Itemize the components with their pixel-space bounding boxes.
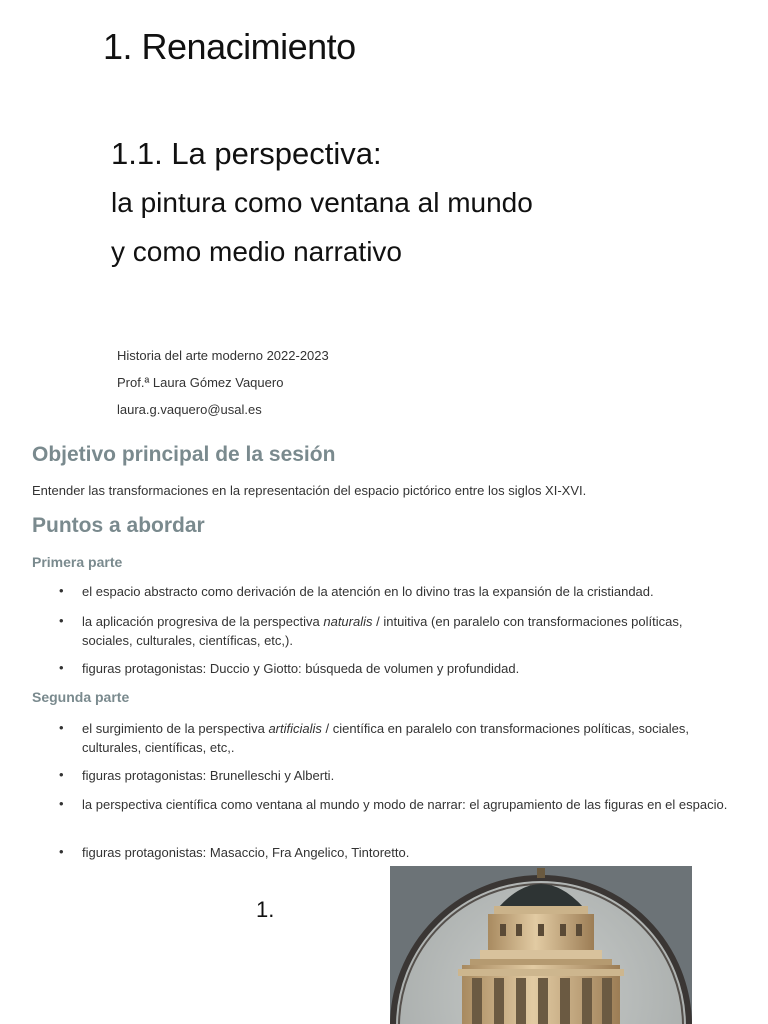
professor-email: laura.g.vaquero@usal.es: [117, 402, 262, 417]
list-item: figuras protagonistas: Duccio y Giotto: búsqueda de volumen y profundidad.: [82, 661, 520, 676]
list-item: la aplicación progresiva de la perspectiva naturalis / intuitiva (en paralelo con transformaciones políticas, sociales, culturales, científicas, etc,).: [82, 614, 683, 648]
list-item: el surgimiento de la perspectiva artificialis / científica en paralelo con transformaciones políticas, sociales, culturales, científicas, etc,.: [82, 721, 689, 755]
objective-heading: Objetivo principal de la sesión: [32, 443, 336, 466]
bullet-marker: •: [59, 583, 64, 598]
bullet-marker: •: [59, 767, 64, 782]
list-item: figuras protagonistas: Brunelleschi y Alberti.: [82, 768, 335, 783]
section-subtitle-line-1: la pintura como ventana al mundo: [111, 187, 533, 218]
tempietto-painting-image: [390, 866, 692, 1024]
bullet-marker: •: [59, 613, 64, 628]
section-subtitle-line-2: y como medio narrativo: [111, 236, 403, 267]
bullet-marker: •: [59, 660, 64, 675]
list-item: figuras protagonistas: Masaccio, Fra Angelico, Tintoretto.: [82, 845, 410, 860]
bullet-marker: •: [59, 720, 64, 735]
bullet-marker: •: [59, 844, 64, 859]
section-title: 1.1. La perspectiva:: [111, 136, 382, 171]
objective-text: Entender las transformaciones en la representación del espacio pictórico entre los siglos XI-XVI.: [32, 483, 587, 498]
points-heading: Puntos a abordar: [32, 514, 205, 537]
page-title: 1. Renacimiento: [103, 26, 356, 67]
list-item: el espacio abstracto como derivación de la atención en lo divino tras la expansión de la cristiandad.: [82, 584, 654, 599]
list-item: la perspectiva científica como ventana al mundo y modo de narrar: el agrupamiento de las figuras en el espacio.: [82, 797, 728, 812]
bullet-marker: •: [59, 796, 64, 811]
part-one-heading: Primera parte: [32, 554, 123, 570]
course-name: Historia del arte moderno 2022-2023: [117, 348, 329, 363]
part-two-heading: Segunda parte: [32, 689, 130, 705]
professor-name: Prof.ª Laura Gómez Vaquero: [117, 375, 284, 390]
figure-number: 1.: [256, 897, 275, 922]
